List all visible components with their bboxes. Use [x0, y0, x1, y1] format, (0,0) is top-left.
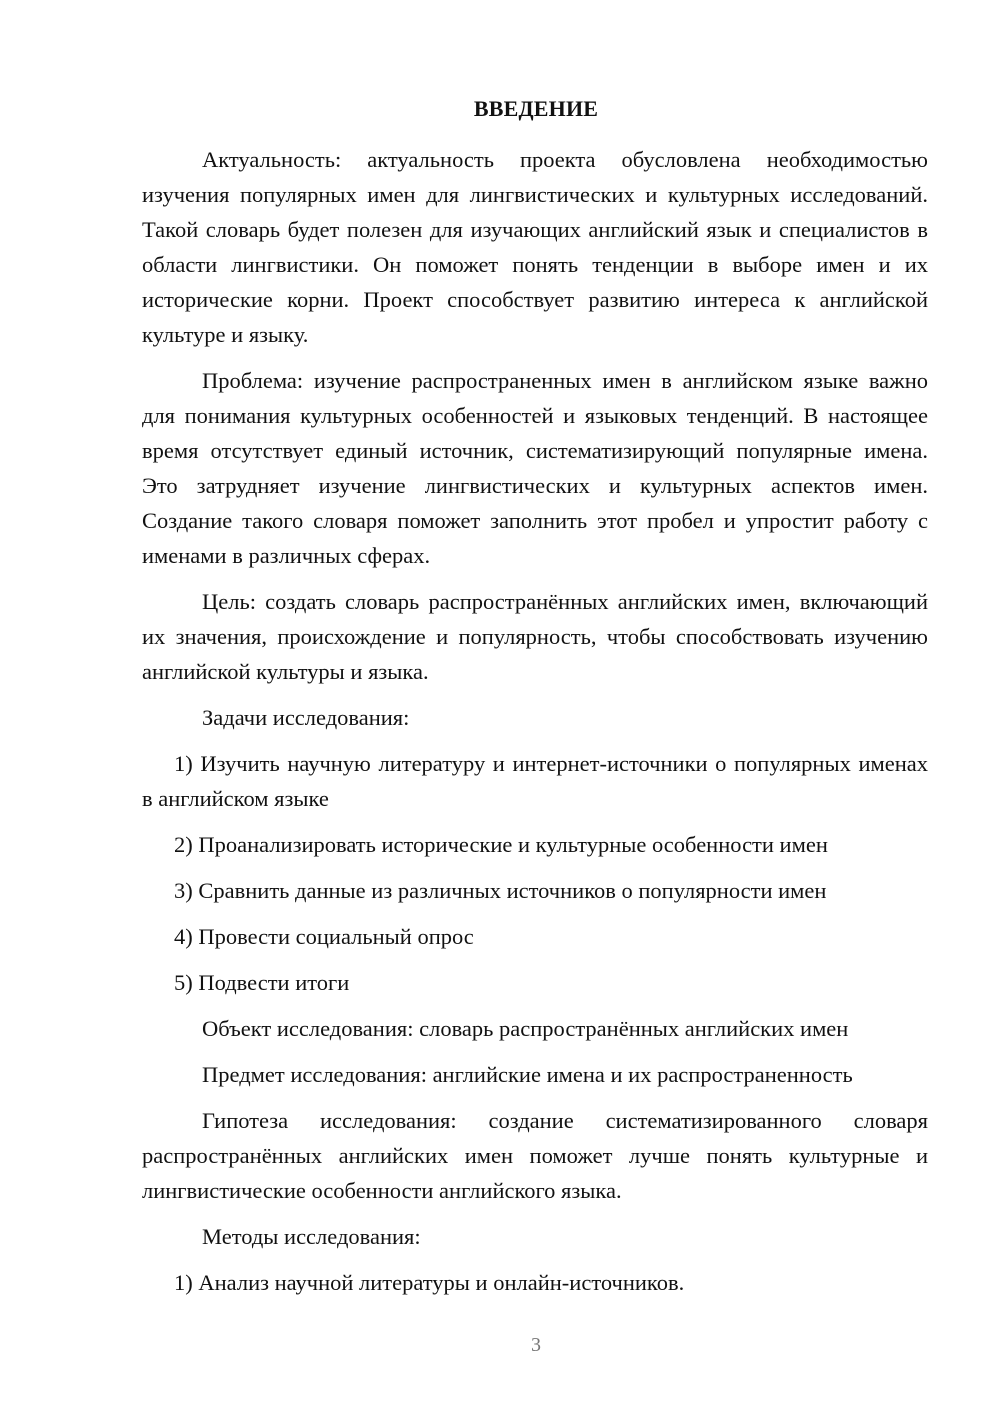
page-title: ВВЕДЕНИЕ	[473, 96, 599, 121]
document-body	[142, 142, 928, 1300]
methods-heading: Методы исследования:	[202, 1224, 421, 1249]
task-item: 5) Подвести итоги	[174, 970, 350, 995]
tasks-heading: Задачи исследования:	[202, 705, 410, 730]
method-item: 1) Анализ научной литературы и онлайн-источников.	[174, 1270, 685, 1295]
relevance-paragraph: Актуальность: актуальность проекта обусловлена необходимостью изучения популярных имен для лингвистических и культурных исследований. Такой словарь будет полезен для изучающих английский язык и специалистов в области лингвистики. Он поможет понять тенденции в выборе имен и их исторические корни. Проект способствует развитию интереса к английской культуре и языку.	[142, 147, 928, 347]
task-item: 4) Провести социальный опрос	[174, 924, 474, 949]
task-item: 1) Изучить научную литературу и интернет-источники о популярных именах в английском языке	[142, 751, 928, 811]
goal-paragraph: Цель: создать словарь распространённых английских имен, включающий их значения, происхождение и популярность, чтобы способствовать изучению английской культуры и языка.	[142, 589, 928, 684]
research-subject: Предмет исследования: английские имена и их распространенность	[202, 1062, 853, 1087]
research-object: Объект исследования: словарь распространённых английских имен	[202, 1016, 849, 1041]
hypothesis-paragraph: Гипотеза исследования: создание систематизированного словаря распространённых английских имен поможет лучше понять культурные и лингвистические особенности английского языка.	[142, 1108, 928, 1203]
page-number: 3	[531, 1334, 541, 1356]
task-item: 2) Проанализировать исторические и культурные особенности имен	[174, 832, 828, 857]
task-item: 3) Сравнить данные из различных источников о популярности имен	[174, 878, 827, 903]
problem-paragraph: Проблема: изучение распространенных имен в английском языке важно для понимания культурных особенностей и языковых тенденций. В настоящее время отсутствует единый источник, систематизирующий популярные имена. Это затрудняет изучение лингвистических и культурных аспектов имен. Создание такого словаря поможет заполнить этот пробел и упростит работу с именами в различных сферах.	[142, 368, 928, 568]
